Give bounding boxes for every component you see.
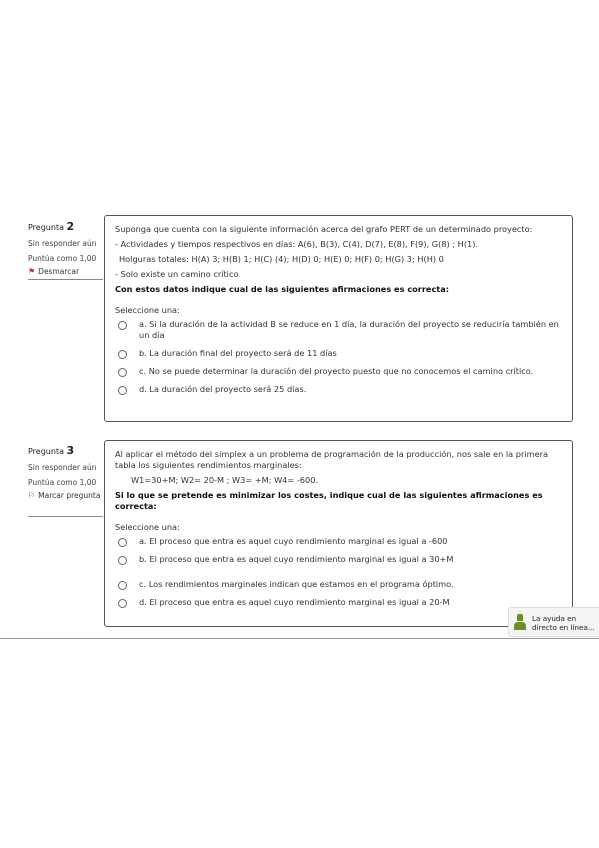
- question-3-flag-toggle[interactable]: [28, 492, 103, 500]
- question-3-intro: Al aplicar el método del simplex a un problema de programación de la producción, nos sale en la primera tabla los siguientes rendimientos marginales:: [115, 449, 549, 470]
- option-label: b. El proceso que entra es aquel cuyo rendimiento marginal es igual a 30+M: [139, 554, 454, 564]
- question-2-score: Puntúa como 1,00: [28, 254, 97, 263]
- option-label: c. No se puede determinar la duración del proyecto puesto que no conocemos el camino crítico.: [139, 366, 534, 376]
- question-2-option-b[interactable]: [115, 348, 562, 359]
- radio-button[interactable]: [118, 368, 127, 377]
- question-2-flag-toggle[interactable]: [28, 268, 103, 276]
- flag-icon: ⚐: [28, 491, 36, 500]
- question-3-prompt: Si lo que se pretende es minimizar los costes, indique cual de las siguientes afirmaciones es correcta:: [115, 490, 543, 511]
- radio-button[interactable]: [118, 386, 127, 395]
- live-help-label: La ayuda en directo en línea...: [532, 614, 595, 632]
- question-2-intro: Suponga que cuenta con la siguiente información acerca del grafo PERT de un determinado proyecto:: [115, 224, 533, 234]
- question-3-select-label: Seleccione una:: [115, 522, 180, 532]
- question-2-option-c[interactable]: [115, 366, 562, 377]
- question-2-select-label: Seleccione una:: [115, 305, 180, 315]
- option-label: c. Los rendimientos marginales indican que estamos en el programa óptimo.: [139, 579, 454, 589]
- live-help-widget[interactable]: [508, 607, 599, 637]
- radio-button[interactable]: [118, 321, 127, 330]
- question-2-info-separator: [28, 279, 103, 280]
- page-bottom-divider: [0, 638, 599, 639]
- question-2-prompt: Con estos datos indique cual de las siguientes afirmaciones es correcta:: [115, 284, 450, 294]
- question-2-activities: - Actividades y tiempos respectivos en días: A(6), B(3), C(4), D(7), E(8), F(9), G(8) ; H(1).: [115, 239, 479, 249]
- radio-button[interactable]: [118, 538, 127, 547]
- question-3-formula: W1=30+M; W2= 20-M ; W3= +M; W4= -600.: [131, 475, 319, 485]
- radio-button[interactable]: [118, 556, 127, 565]
- question-2-holguras: Holguras totales: H(A) 3; H(B) 1; H(C) (4); H(D) 0; H(E) 0; H(F) 0; H(G) 3; H(H) 0: [119, 254, 444, 264]
- question-3-option-d[interactable]: [115, 597, 562, 608]
- question-2-critical-path: - Solo existe un camino crítico: [115, 269, 239, 279]
- question-2-flag-label: Desmarcar: [38, 267, 80, 276]
- question-3-title: Pregunta 3: [28, 444, 75, 457]
- question-3-flag-label: Marcar pregunta: [38, 491, 101, 500]
- question-3-content: [104, 440, 573, 627]
- option-label: d. La duración del proyecto será 25 días.: [139, 384, 307, 394]
- radio-button[interactable]: [118, 599, 127, 608]
- question-3-option-c[interactable]: [115, 579, 562, 590]
- question-3-info-separator: [28, 516, 103, 517]
- question-3-score: Puntúa como 1,00: [28, 478, 97, 487]
- question-3-status: Sin responder aún: [28, 463, 97, 472]
- question-3-info: [28, 444, 103, 500]
- question-3-option-a[interactable]: [115, 536, 562, 547]
- question-3-text: [105, 441, 572, 608]
- question-2-option-d[interactable]: [115, 384, 562, 395]
- question-2-text: [105, 216, 572, 395]
- question-2-content: [104, 215, 573, 422]
- option-label: b. La duración final del proyecto será de 11 días: [139, 348, 337, 358]
- question-2-info: [28, 220, 103, 276]
- radio-button[interactable]: [118, 581, 127, 590]
- support-agent-icon: [514, 614, 526, 630]
- radio-button[interactable]: [118, 350, 127, 359]
- option-label: d. El proceso que entra es aquel cuyo rendimiento marginal es igual a 20-M: [139, 597, 450, 607]
- question-2-status: Sin responder aún: [28, 239, 97, 248]
- flag-icon: ⚑: [28, 267, 36, 276]
- question-2-option-a[interactable]: [115, 319, 562, 341]
- option-label: a. El proceso que entra es aquel cuyo rendimiento marginal es igual a -600: [139, 536, 448, 546]
- option-label: a. Si la duración de la actividad B se reduce en 1 día, la duración del proyecto se reduciría también en un día: [139, 319, 559, 340]
- question-3-option-b[interactable]: [115, 554, 562, 565]
- question-2-title: Pregunta 2: [28, 220, 75, 233]
